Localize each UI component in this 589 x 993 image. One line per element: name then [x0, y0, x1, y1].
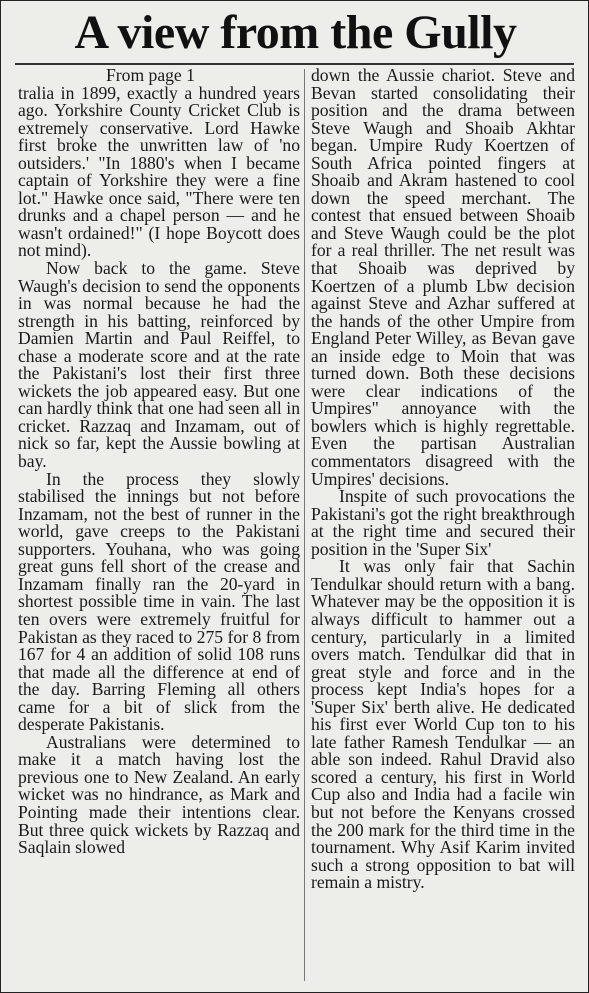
continuation-note: From page 1	[106, 65, 195, 85]
paragraph: Now back to the game. Steve Waugh's decision to send the opponents in was normal because he had the strength in his batting, reinforced by Damien Martin and Paul Reiffel, to chase a moderate score and at the rate the Pakistani's lost their first three wickets the job appeared easy. But one can hardly think that one had seen all in cricket. Razzaq and Inzamam, out of nick so far, kept the Aussie bowling at bay.	[18, 258, 300, 472]
paragraph: It was only fair that Sachin Tendulkar should return with a bang. Whatever may be the opposition it is always difficult to hammer out a century, particularly in a limited overs match. Tendulkar did that in great style and force and in the process kept India's hopes for a 'Super Six' berth alive. He dedicated his first ever World Cup ton to his late father Ramesh Tendulkar — an able son indeed. Rahul Dravid also scored a century, his first in World Cup also and India had a facile win but not before the Kenyans crossed the 200 mark for the third time in the tournament. Why Asif Karim invited such a strong opposition to bat will remain a mistry.	[311, 556, 575, 893]
paragraph: Australians were determined to make it a match having lost the previous one to New Zealand. An early wicket was no hindrance, as Mark and Pointing made their intentions clear. But three quick wickets by Razzaq and Saqlain slowed	[18, 731, 300, 858]
right-column	[311, 67, 575, 892]
paragraph: down the Aussie chariot. Steve and Bevan started consolidating their position and the drama between Steve Waugh and Shoaib Akhtar began. Umpire Rudy Koertzen of South Africa pointed fingers at Shoaib and Akram hastened to cool down the speed merchant. The contest that ensued between Shoaib and Steve Waugh could be the plot for a real thriller. The net result was that Shoaib was deprived by Koertzen of a plumb Lbw decision against Steve and Azhar suffered at the hands of the other Umpire from England Peter Willey, as Bevan gave an inside edge to Moin that was turned down. Both these decisions were clear indications of the Umpires" annoyance with the bowlers which is highly regrettable. Even the partisan Australian commentators disagreed with the Umpires' decisions.	[311, 65, 575, 489]
column-divider	[304, 69, 305, 981]
paragraph: tralia in 1899, exactly a hundred years ago. Yorkshire County Cricket Club is extremely conservative. Lord Hawke first broke the unwritten law of 'no outsiders.' "In 1880's when I became captain of Yorkshire they were a fine lot." Hawke once said, "There were ten drunks and a chapel person — and he wasn't ordained!" (I hope Boycott does not mind).	[18, 82, 300, 261]
paragraph: Inspite of such provocations the Pakistani's got the right breakthrough at the right time and secured their position in the 'Super Six'	[311, 486, 575, 559]
headline: A view from the Gully	[74, 6, 517, 59]
left-column	[18, 67, 300, 857]
paragraph: In the process they slowly stabilised the innings but not before Inzamam, not the best of runner in the world, gave creeps to the Pakistani supporters. Youhana, who was going great guns fell short of the crease and Inzamam finally ran the 20-yard in shortest possible time in vain. The last ten overs were extremely fruitful for Pakistan as they raced to 275 for 8 from 167 for 4 an addition of solid 108 runs that made all the difference at end of the day. Barring Fleming all others came for a bit of slick from the desperate Pakistanis.	[18, 468, 300, 735]
